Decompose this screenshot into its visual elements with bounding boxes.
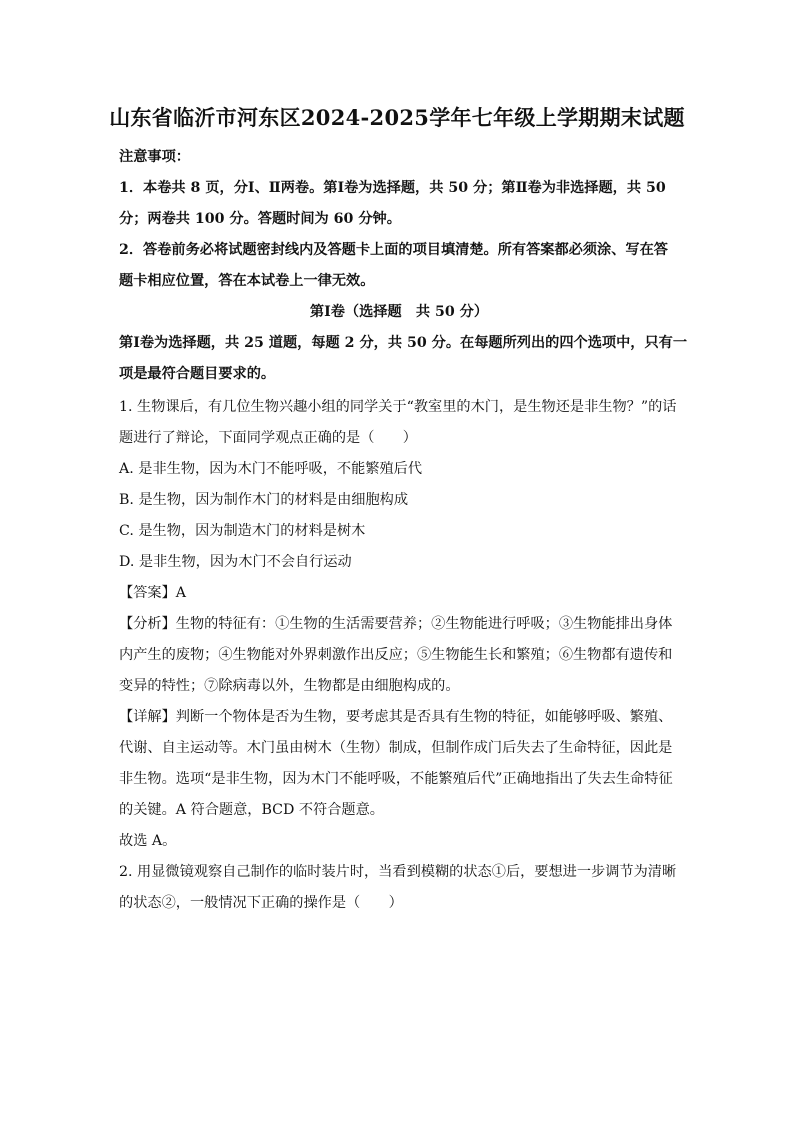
question-1-option-a: A. 是非生物，因为木门不能呼吸，不能繁殖后代 — [119, 461, 423, 477]
question-1-analysis-line-2: 内产生的废物；④生物能对外界刺激作出反应；⑤生物能生长和繁殖；⑥生物都有遗传和 — [119, 647, 673, 663]
question-1-stem-line-1: 1. 生物课后，有几位生物兴趣小组的同学关于“教室里的木门，是生物还是非生物？”的话 — [119, 399, 677, 415]
question-1-analysis-line-1: 【分析】生物的特征有：①生物的生活需要营养；②生物能进行呼吸；③生物能排出身体 — [119, 616, 673, 632]
page-title: 山东省临沂市河东区2024-2025学年七年级上学期期末试题 — [109, 105, 685, 130]
question-1-option-b: B. 是生物，因为制作木门的材料是由细胞构成 — [119, 492, 409, 508]
section-1-intro-line-2: 项是最符合题目要求的。 — [119, 366, 276, 382]
notice-item-2-line-2: 题卡相应位置，答在本试卷上一律无效。 — [119, 273, 375, 289]
question-1-detail-line-3: 非生物。选项“是非生物，因为木门不能呼吸，不能繁殖后代”正确地指出了失去生命特征 — [119, 771, 673, 787]
question-1-option-c: C. 是生物，因为制造木门的材料是树木 — [119, 523, 366, 539]
question-1-detail-line-2: 代谢、自主运动等。木门虽由树木（生物）制成，但制作成门后失去了生命特征，因此是 — [119, 740, 673, 756]
question-1-detail-line-4: 的关键。A 符合题意，BCD 不符合题意。 — [119, 802, 384, 818]
question-2-stem-line-1: 2. 用显微镜观察自己制作的临时装片时，当看到模糊的状态①后，要想进一步调节为清晰 — [119, 864, 677, 880]
question-2-stem-line-2: 的状态②，一般情况下正确的操作是（ ） — [119, 895, 403, 911]
notice-item-2-line-1: 2．答卷前务必将试题密封线内及答题卡上面的项目填清楚。所有答案都必须涂、写在答 — [119, 242, 668, 258]
question-1-conclusion: 故选 A。 — [119, 833, 177, 849]
question-1-analysis-line-3: 变异的特性；⑦除病毒以外，生物都是由细胞构成的。 — [119, 678, 460, 694]
section-1-heading: 第Ⅰ卷（选择题 共 50 分） — [309, 304, 489, 320]
question-1-detail-line-1: 【详解】判断一个物体是否为生物，要考虑其是否具有生物的特征，如能够呼吸、繁殖、 — [119, 709, 673, 725]
section-1-intro-line-1: 第Ⅰ卷为选择题，共 25 道题，每题 2 分，共 50 分。在每题所列出的四个选项中，只有一 — [119, 335, 688, 351]
notice-item-1-line-2: 分；两卷共 100 分。答题时间为 60 分钟。 — [119, 211, 401, 227]
notice-item-1-line-1: 1．本卷共 8 页，分Ⅰ、Ⅱ两卷。第Ⅰ卷为选择题，共 50 分；第Ⅱ卷为非选择题，共 50 — [119, 180, 666, 196]
question-1-answer: 【答案】A — [119, 585, 186, 601]
question-1-stem-line-2: 题进行了辩论，下面同学观点正确的是（ ） — [119, 430, 417, 446]
question-1-option-d: D. 是非生物，因为木门不会自行运动 — [119, 554, 352, 570]
notice-heading: 注意事项： — [119, 149, 190, 165]
